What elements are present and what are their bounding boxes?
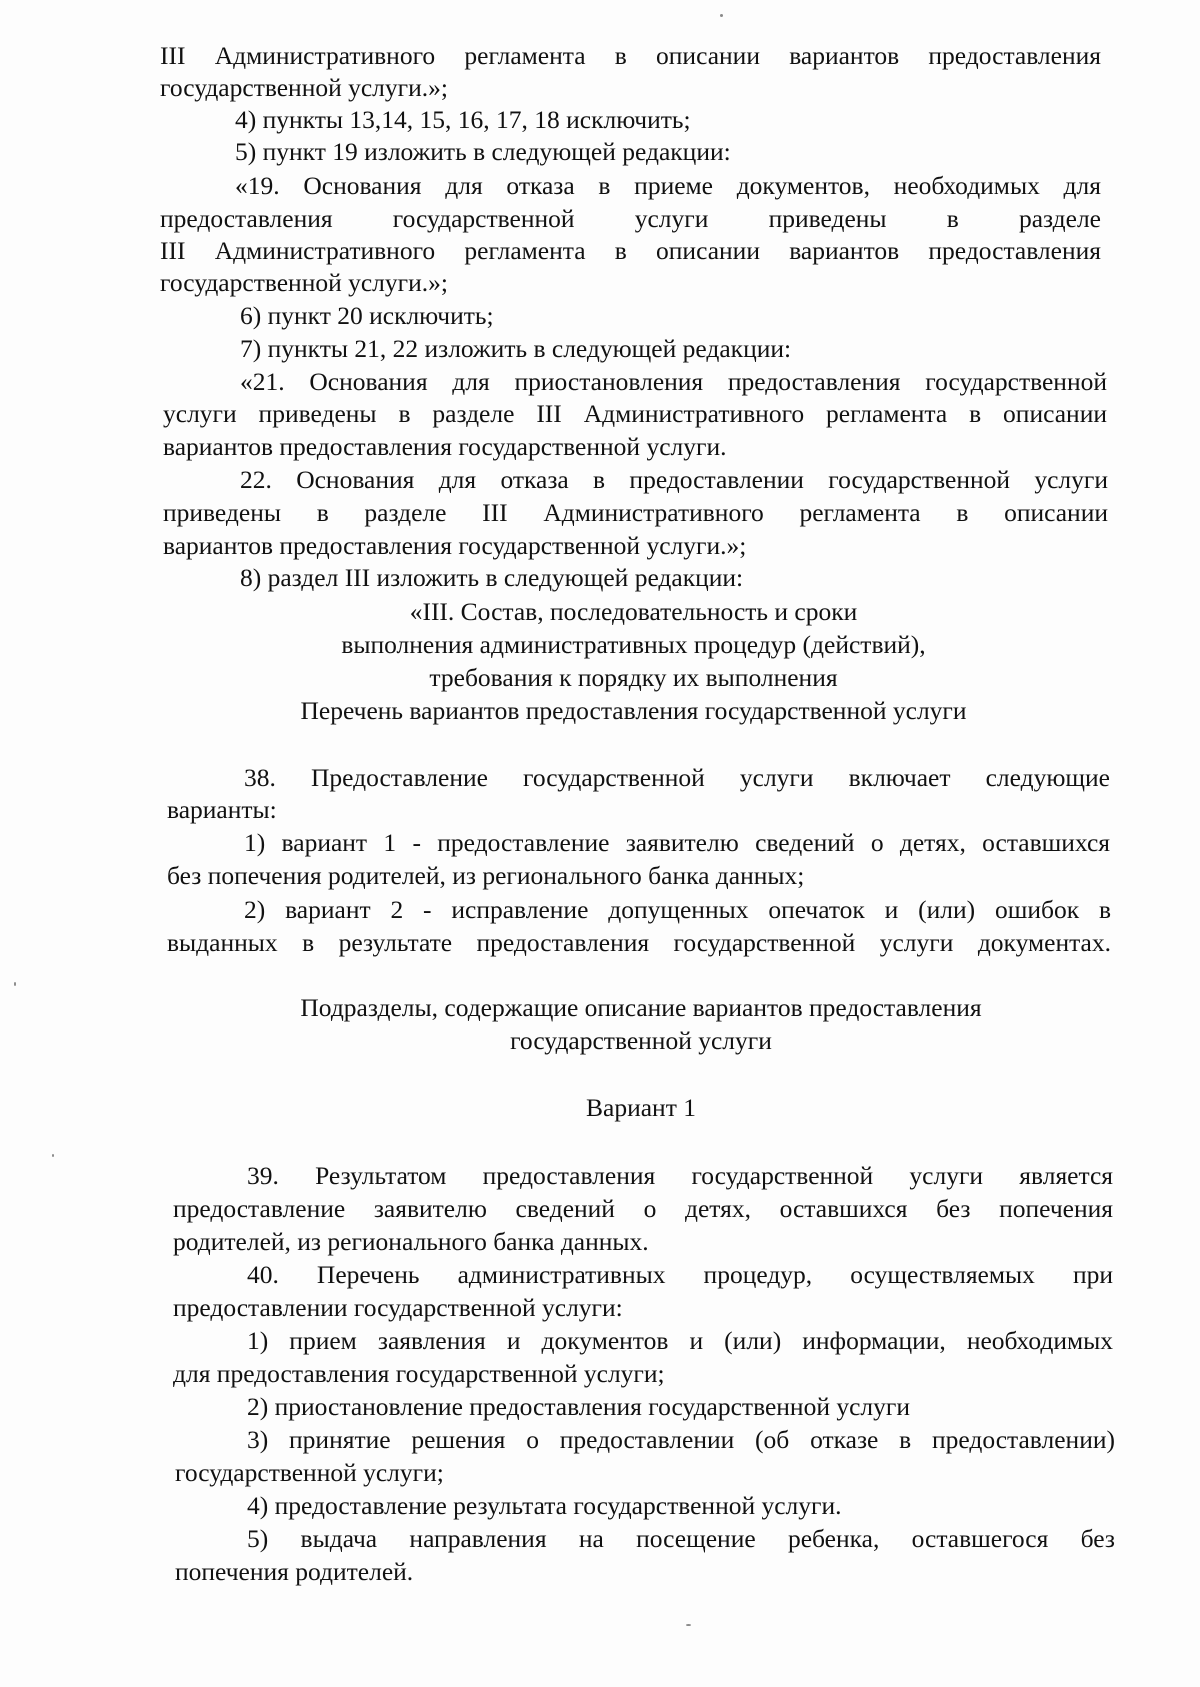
- text-line: 2) вариант 2 - исправление допущенных опечаток и (или) ошибок в: [244, 895, 1111, 924]
- section-heading-line: Перечень вариантов предоставления государственной услуги: [300, 696, 967, 725]
- text-line: приведены в разделе III Административного регламента в описании: [163, 498, 1108, 527]
- text-line: вариантов предоставления государственной услуги.: [163, 432, 727, 461]
- text-line: без попечения родителей, из регионального банка данных;: [167, 861, 805, 890]
- text-line: попечения родителей.: [175, 1557, 414, 1586]
- text-line: 3) принятие решения о предоставлении (об отказе в предоставлении): [247, 1425, 1115, 1454]
- text-line: III Административного регламента в описании вариантов предоставления: [160, 236, 1101, 265]
- text-line: 1) прием заявления и документов и (или) информации, необходимых: [247, 1326, 1113, 1355]
- variant-heading: Вариант 1: [586, 1093, 696, 1122]
- text-line: государственной услуги.»;: [160, 268, 448, 297]
- text-line: родителей, из регионального банка данных.: [173, 1227, 649, 1256]
- text-line: 1) вариант 1 - предоставление заявителю сведений о детях, оставшихся: [244, 828, 1110, 857]
- text-line: варианты:: [167, 795, 277, 824]
- text-line: 5) пункт 19 изложить в следующей редакции:: [235, 137, 731, 166]
- text-line: предоставление заявителю сведений о детях, оставшихся без попечения: [173, 1194, 1113, 1223]
- text-line: для предоставления государственной услуги;: [173, 1359, 665, 1388]
- section-heading-line: выполнения административных процедур (действий),: [341, 630, 926, 659]
- scan-speck: [14, 982, 16, 986]
- text-line: 39. Результатом предоставления государственной услуги является: [247, 1161, 1113, 1190]
- text-line: услуги приведены в разделе III Административного регламента в описании: [163, 399, 1107, 428]
- section-heading-line: «III. Состав, последовательность и сроки: [409, 597, 858, 626]
- scan-speck: [52, 1154, 54, 1157]
- text-line: 2) приостановление предоставления государственной услуги: [247, 1392, 910, 1421]
- text-line: государственной услуги;: [175, 1458, 444, 1487]
- text-line: 38. Предоставление государственной услуги включает следующие: [244, 763, 1110, 792]
- text-line: «19. Основания для отказа в приеме документов, необходимых для: [235, 171, 1101, 200]
- subsection-heading-line: Подразделы, содержащие описание вариантов предоставления: [300, 993, 982, 1022]
- text-line: вариантов предоставления государственной услуги.»;: [163, 531, 747, 560]
- text-line: 6) пункт 20 исключить;: [240, 301, 494, 330]
- scan-speck: [686, 1624, 691, 1626]
- text-line: государственной услуги.»;: [160, 73, 448, 102]
- text-line: 5) выдача направления на посещение ребенка, оставшегося без: [247, 1524, 1115, 1553]
- text-line: выданных в результате предоставления государственной услуги документах.: [167, 928, 1111, 957]
- text-line: предоставления государственной услуги приведены в разделе: [160, 204, 1101, 233]
- text-line: III Административного регламента в описании вариантов предоставления: [160, 41, 1101, 70]
- text-line: 4) предоставление результата государственной услуги.: [247, 1491, 842, 1520]
- text-line: 8) раздел III изложить в следующей редакции:: [240, 563, 744, 592]
- text-line: 22. Основания для отказа в предоставлении государственной услуги: [240, 465, 1108, 494]
- text-line: 7) пункты 21, 22 изложить в следующей редакции:: [240, 334, 792, 363]
- text-line: «21. Основания для приостановления предоставления государственной: [240, 367, 1107, 396]
- section-heading-line: требования к порядку их выполнения: [429, 663, 838, 692]
- text-line: 4) пункты 13,14, 15, 16, 17, 18 исключить;: [235, 105, 691, 134]
- scan-speck: [720, 14, 723, 17]
- subsection-heading-line: государственной услуги: [510, 1026, 772, 1055]
- text-line: предоставлении государственной услуги:: [173, 1293, 623, 1322]
- text-line: 40. Перечень административных процедур, осуществляемых при: [247, 1260, 1113, 1289]
